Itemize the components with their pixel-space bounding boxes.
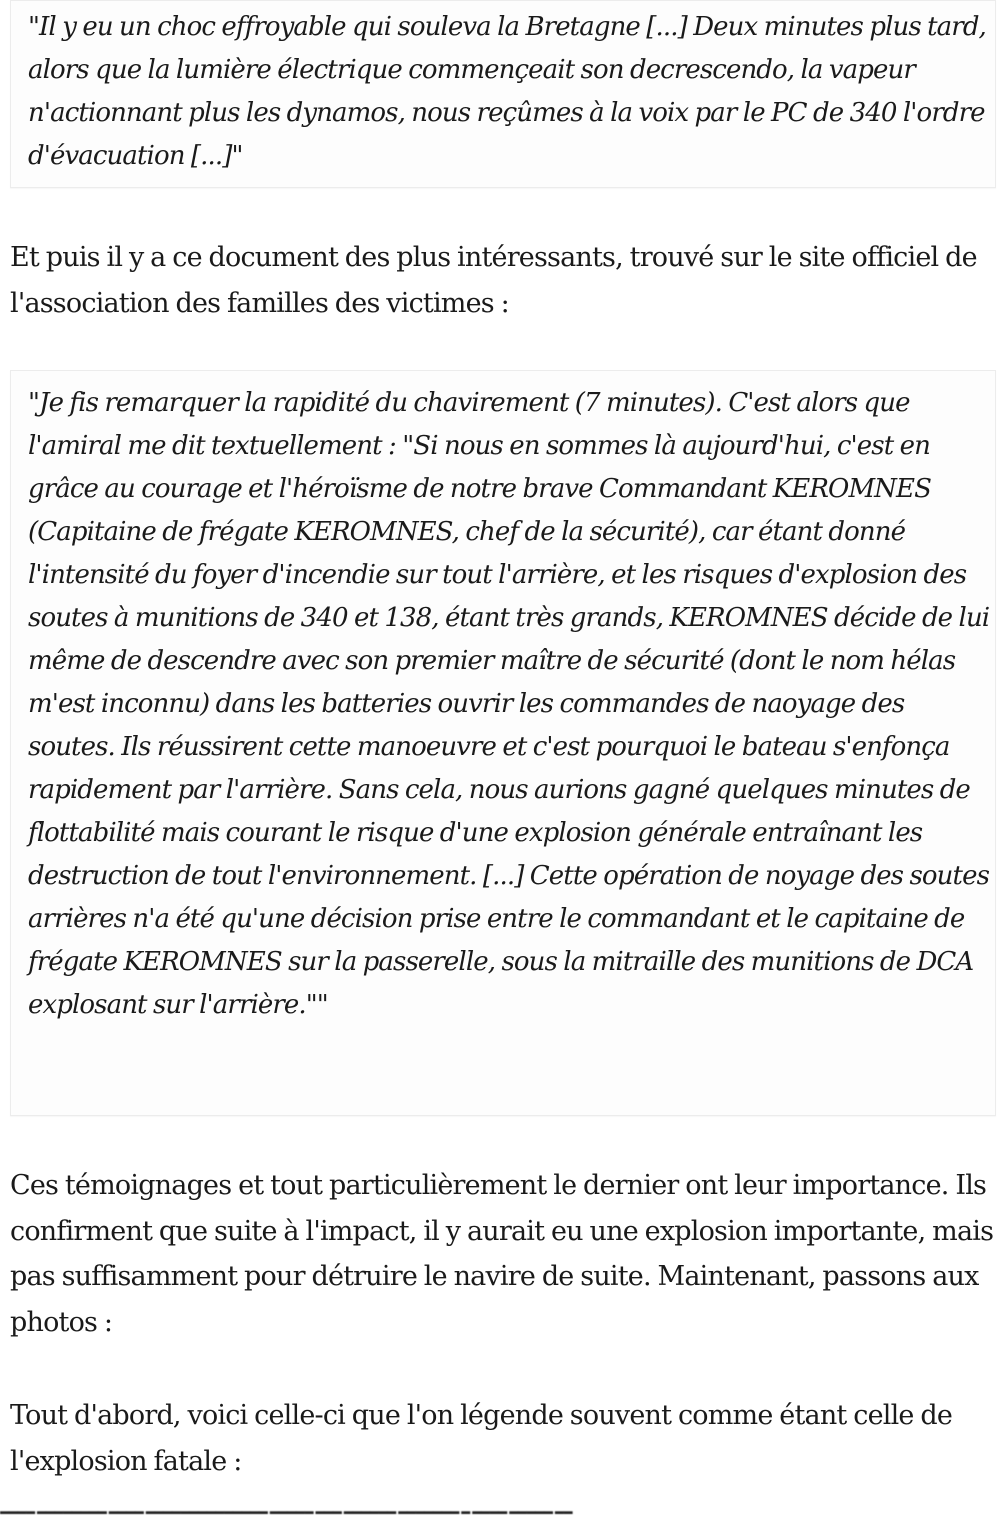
blockquote-testimony-2 [10,370,996,1116]
quote-text: "Il y eu un choc effroyable qui souleva la Bretagne [...] Deux minutes plus tard, alors que la lumière électrique commençeait son decrescendo, la vapeur n'actionnant plus les dynamos, nous reçûmes à la voix par le PC de 340 l'ordre d'évacuation [...]" [28,12,986,171]
paragraph-photo-intro: Tout d'abord, voici celle-ci que l'on légende souvent comme étant celle de l'explosion fatale : [10,1400,953,1477]
blockquote-testimony-1 [10,0,996,188]
cropped-caption-line: ▬▬▬▬ ▬▬▬▬▬▬▬▬ ▬▬▬▬ ▬▬▬▬▬▬▬▬▬▬▬▬▬▬ ▬▬▬▬▬ ▬▬▬ ▬▬▬▬▬▬ ▬▬▬▬▬▬▬ ▬ ▬▬▬▬ ▬▬▬▬▬ ▬▬ [0,1506,573,1516]
quote-text: "Je fis remarquer la rapidité du chavirement (7 minutes). C'est alors que l'amiral me dit textuellement : "Si nous en sommes là aujourd'hui, c'est en grâce au courage et l'héroïsme de notre brave Commandant KEROMNES (Capitaine de frégate KEROMNES, chef de la sécurité), car étant donné l'intensité du foyer d'incendie sur tout l'arrière, et les risques d'explosion des soutes à munitions de 340 et 138, étant très grands, KEROMNES décide de lui même de descendre avec son premier maître de sécurité (dont le nom hélas m'est inconnu) dans les batteries ouvrir les commandes de naoyage des soutes. Ils réussirent cette manoeuvre et c'est pourquoi le bateau s'enfonça rapidement par l'arrière. Sans cela, nous aurions gagné quelques minutes de flottabilité mais courant le risque d'une explosion générale entraînant les destruction de tout l'environnement. [...] Cette opération de noyage des soutes arrières n'a été qu'une décision prise entre le commandant et le capitaine de frégate KEROMNES sur la passerelle, sous la mitraille des munitions de DCA explosant sur l'arrière."" [28,388,990,1020]
paragraph-analysis: Ces témoignages et tout particulièrement le dernier ont leur importance. Ils confirment que suite à l'impact, il y aurait eu une explosion importante, mais pas suffisamment pour détruire le navire de suite. Maintenant, passons aux photos : [10,1170,994,1338]
paragraph-intro-document: Et puis il y a ce document des plus intéressants, trouvé sur le site officiel de l'association des familles des victimes : [10,242,977,319]
